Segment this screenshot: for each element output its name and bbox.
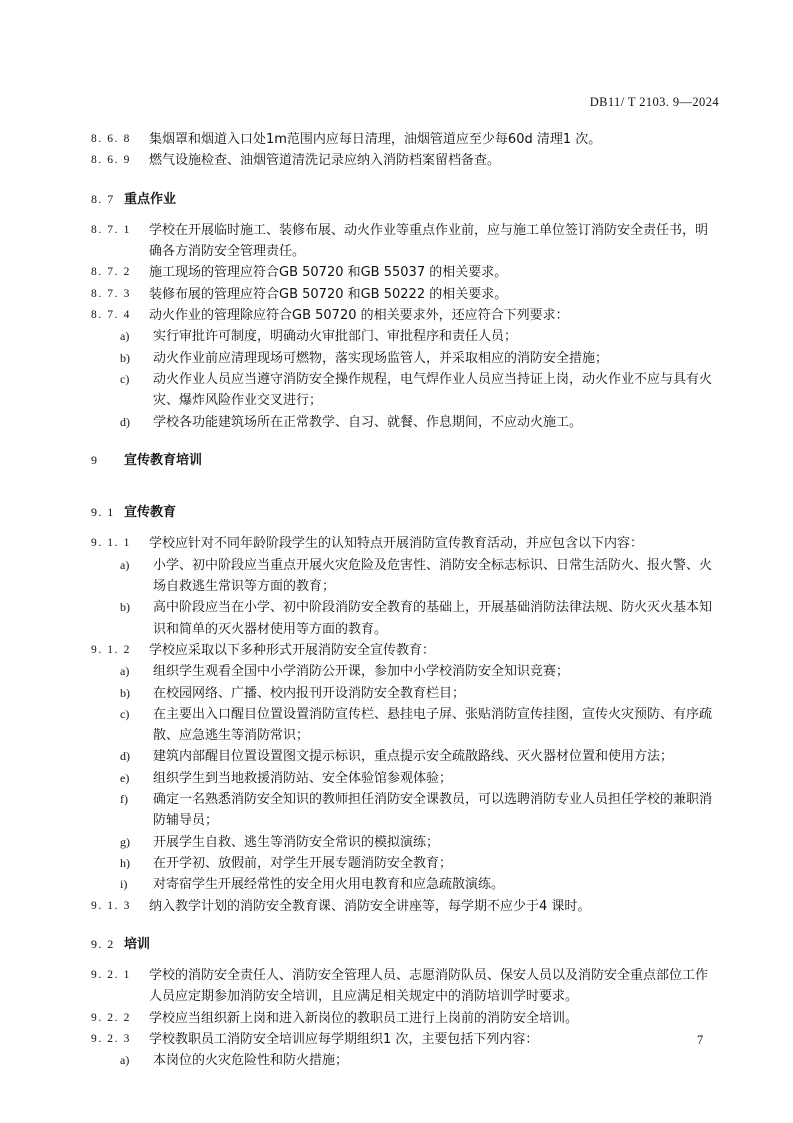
list-item-label: a)	[120, 664, 130, 679]
clause-number: 8. 7. 3	[91, 287, 131, 300]
list-item-text: 学校各功能建筑场所在正常教学、自习、就餐、作息期间，不应动火施工。	[153, 414, 583, 430]
list-item-label: c)	[120, 706, 130, 721]
list-item-text: 确定一名熟悉消防安全知识的教师担任消防安全课教员，可以选聘消防专业人员担任学校的兼职消防辅导员；	[153, 792, 713, 829]
clause-number: 8. 7. 2	[91, 266, 131, 279]
list-item-label: a)	[120, 557, 130, 572]
list-item	[120, 326, 719, 347]
list-item-label: a)	[120, 1053, 130, 1068]
chapter-heading	[91, 450, 719, 471]
clause-number: 8. 7. 4	[91, 309, 131, 322]
clause-number: 9. 2. 3	[91, 1032, 131, 1045]
list-item-text: 在开学初、放假前，对学生开展专题消防安全教育；	[153, 855, 453, 871]
clause-number: 8. 7. 1	[91, 223, 131, 236]
list-item-label: h)	[120, 855, 130, 870]
section-heading	[91, 189, 719, 210]
list-item	[120, 369, 719, 412]
list-item-text: 在校园网络、广播、校内报刊开设消防安全教育栏目；	[153, 685, 466, 701]
heading-number: 8. 7	[91, 191, 115, 206]
clause-paragraph	[91, 284, 719, 305]
clause-number: 9. 1. 2	[91, 643, 131, 656]
list-item-text: 动火作业前应清理现场可燃物，落实现场监管人，并采取相应的消防安全措施；	[153, 350, 609, 366]
heading-number: 9. 1	[91, 505, 115, 520]
clause-paragraph	[91, 533, 719, 554]
clause-text: 学校应针对不同年龄阶段学生的认知特点开展消防宣传教育活动，并应包含以下内容：	[149, 536, 644, 552]
list-item-label: f)	[120, 792, 128, 807]
clause-paragraph	[91, 150, 719, 171]
page-number: 7	[697, 1033, 704, 1047]
clause-paragraph	[91, 965, 719, 1008]
list-item	[120, 704, 719, 747]
list-item-text: 本岗位的火灾危险性和防火措施；	[153, 1053, 349, 1069]
clause-paragraph	[91, 640, 719, 661]
heading-number: 9	[91, 452, 99, 467]
list-item-label: g)	[120, 834, 130, 849]
heading-number: 9. 2	[91, 936, 115, 951]
clause-text: 施工现场的管理应符合GB 50720 和GB 55037 的相关要求。	[149, 265, 508, 281]
clause-text: 学校应当组织新上岗和进入新岗位的教职员工进行上岗前的消防安全培训。	[149, 1010, 579, 1026]
list-item	[120, 1050, 719, 1071]
list-item	[120, 683, 719, 704]
list-item-text: 建筑内部醒目位置设置图文提示标识，重点提示安全疏散路线、灭火器材位置和使用方法；	[153, 749, 674, 765]
list-item-text: 实行审批许可制度，明确动火审批部门、审批程序和责任人员；	[153, 329, 518, 345]
clause-text: 纳入教学计划的消防安全教育课、消防安全讲座等，每学期不应少于4 课时。	[149, 898, 591, 914]
list-item-text: 高中阶段应当在小学、初中阶段消防安全教育的基础上，开展基础消防法律法规、防火灭火基本知识和简单的灭火器材使用等方面的教育。	[153, 600, 713, 637]
list-item-text: 小学、初中阶段应当重点开展火灾危险及危害性、消防安全标志标识、日常生活防火、报火警、火场自救逃生常识等方面的教育；	[153, 557, 713, 595]
clause-paragraph	[91, 896, 719, 917]
clause-number: 8. 6. 9	[91, 154, 131, 167]
clause-text: 学校教职员工消防安全培训应每学期组织1 次，主要包括下列内容：	[149, 1031, 539, 1047]
list-item-label: c)	[120, 371, 130, 386]
heading-text: 培训	[124, 936, 151, 952]
clause-text: 装修布展的管理应符合GB 50720 和GB 50222 的相关要求。	[149, 286, 508, 302]
clause-paragraph	[91, 220, 719, 263]
clause-paragraph	[91, 1008, 719, 1029]
list-item-text: 组织学生到当地救援消防站、安全体验馆参观体验；	[153, 770, 453, 786]
list-item	[120, 746, 719, 767]
clause-number: 9. 1. 1	[91, 537, 131, 550]
clause-text: 学校应采取以下多种形式开展消防安全宣传教育：	[149, 642, 436, 658]
list-item-label: d)	[120, 414, 130, 429]
list-item	[120, 348, 719, 369]
list-item-label: b)	[120, 600, 130, 615]
list-item	[120, 789, 719, 832]
clause-number: 9. 2. 1	[91, 969, 131, 982]
clause-text: 动火作业的管理除应符合GB 50720 的相关要求外，还应符合下列要求：	[149, 308, 569, 324]
list-item	[120, 412, 719, 433]
list-item-label: e)	[120, 770, 130, 785]
clause-number: 9. 1. 3	[91, 899, 131, 912]
list-item-label: i)	[120, 877, 128, 892]
list-item-text: 开展学生自救、逃生等消防安全常识的模拟演练；	[153, 834, 440, 850]
section-heading	[91, 502, 719, 523]
list-item-text: 对寄宿学生开展经常性的安全用火用电教育和应急疏散演练。	[153, 877, 505, 893]
document-code-header: DB11/ T 2103. 9—2024	[589, 95, 719, 109]
clause-text: 集烟罩和烟道入口处1m范围内应每日清理，油烟管道应至少每60d 清理1 次。	[149, 132, 602, 147]
list-item	[120, 874, 719, 895]
clause-paragraph	[91, 129, 719, 150]
list-item	[120, 853, 719, 874]
list-item	[120, 832, 719, 853]
list-item-label: a)	[120, 329, 130, 344]
list-item	[120, 597, 719, 640]
heading-text: 重点作业	[124, 191, 177, 207]
list-item-text: 动火作业人员应当遵守消防安全操作规程，电气焊作业人员应当持证上岗，动火作业不应与具有火灾、爆炸风险作业交叉进行；	[153, 371, 713, 409]
heading-text: 宣传教育培训	[124, 452, 203, 468]
clause-number: 8. 6. 8	[91, 133, 131, 145]
document-body	[91, 129, 719, 1072]
clause-text: 学校在开展临时施工、装修布展、动火作业等重点作业前，应与施工单位签订消防安全责任书，明确各方消防安全管理责任。	[149, 222, 709, 260]
clause-paragraph	[91, 1029, 719, 1050]
list-item	[120, 768, 719, 789]
list-item	[120, 555, 719, 598]
list-item-text: 组织学生观看全国中小学消防公开课，参加中小学校消防安全知识竞赛；	[153, 664, 570, 680]
clause-text: 学校的消防安全责任人、消防安全管理人员、志愿消防队员、保安人员以及消防安全重点部位工作人员应定期参加消防安全培训，且应满足相关规定中的消防培训学时要求。	[149, 968, 709, 1005]
clause-number: 9. 2. 2	[91, 1011, 131, 1024]
clause-paragraph	[91, 305, 719, 326]
clause-paragraph	[91, 262, 719, 283]
list-item-label: d)	[120, 749, 130, 764]
list-item-text: 在主要出入口醒目位置设置消防宣传栏、悬挂电子屏、张贴消防宣传挂图，宣传火灾预防、有序疏散、应急逃生等消防常识；	[153, 706, 713, 744]
heading-text: 宣传教育	[124, 505, 177, 521]
list-item-label: b)	[120, 350, 130, 365]
list-item	[120, 661, 719, 682]
list-item-label: b)	[120, 685, 130, 700]
section-heading	[91, 934, 719, 955]
clause-text: 燃气设施检查、油烟管道清洗记录应纳入消防档案留档备查。	[149, 153, 501, 169]
